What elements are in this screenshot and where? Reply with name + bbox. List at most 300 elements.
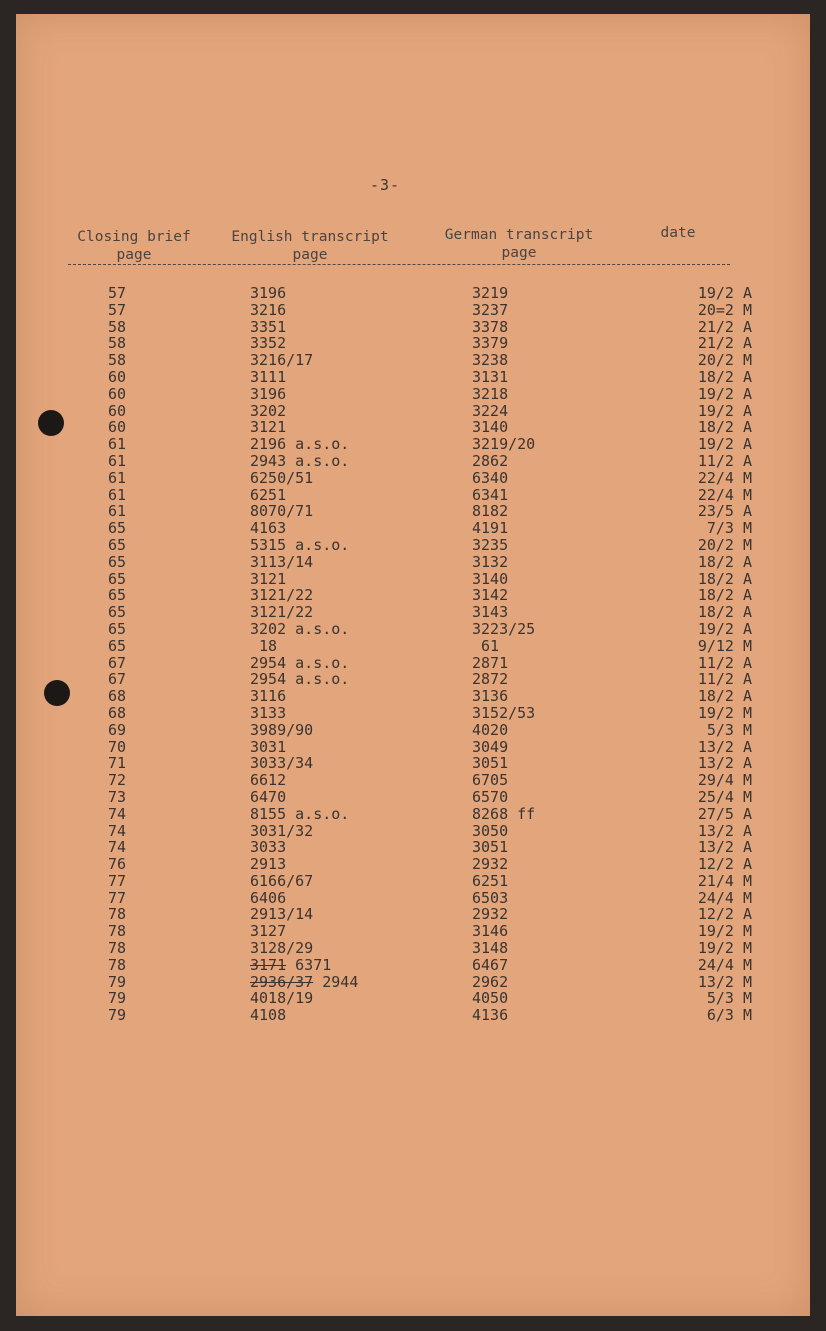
column-gap (130, 688, 250, 705)
date-value: 13/2 A (697, 737, 752, 756)
index-table (0, 285, 752, 1024)
header-english-transcript (214, 228, 406, 264)
cell-english-transcript-page (250, 554, 472, 571)
german-page-value: 3219/20 (472, 435, 536, 454)
closing-brief-page-value: 65 (108, 519, 127, 538)
column-gap (130, 487, 250, 504)
table-row (0, 537, 752, 554)
table-row (0, 671, 752, 688)
column-gap (130, 571, 250, 588)
cell-date (592, 671, 752, 688)
cell-german-transcript-page (472, 302, 592, 319)
cell-english-transcript-page (250, 537, 472, 554)
cell-english-transcript-page (250, 940, 472, 957)
column-gap (130, 755, 250, 772)
cell-date (592, 453, 752, 470)
cell-german-transcript-page (472, 873, 592, 890)
table-row (0, 873, 752, 890)
german-page-value: 3050 (472, 821, 509, 840)
closing-brief-page-value: 69 (108, 720, 127, 739)
german-page-value: 3051 (472, 754, 509, 773)
english-page-value: 3121/22 (250, 586, 314, 605)
date-value: 27/5 A (697, 804, 752, 823)
table-row (0, 890, 752, 907)
table-row (0, 722, 752, 739)
date-value: 19/2 M (697, 939, 752, 958)
closing-brief-page-value: 67 (108, 653, 127, 672)
date-value: 20/2 M (697, 351, 752, 370)
cell-english-transcript-page (250, 957, 472, 974)
date-value: 12/2 A (697, 855, 752, 874)
cell-date (592, 319, 752, 336)
column-gap (130, 722, 250, 739)
cell-german-transcript-page (472, 487, 592, 504)
header-german-line1: German transcript (444, 227, 594, 243)
cell-closing-brief-page (0, 839, 130, 856)
cell-german-transcript-page (472, 705, 592, 722)
english-page-value: 6251 (250, 485, 287, 504)
table-row (0, 587, 752, 604)
german-page-value: 3152/53 (472, 703, 536, 722)
cell-date (592, 554, 752, 571)
date-value: 9/12 M (697, 636, 752, 655)
german-page-value: 3238 (472, 351, 509, 370)
table-row (0, 604, 752, 621)
closing-brief-page-value: 78 (108, 905, 127, 924)
column-gap (130, 671, 250, 688)
english-page-value: 3133 (250, 703, 287, 722)
date-value: 5/3 M (706, 720, 752, 739)
header-english-line2: page (292, 247, 328, 263)
cell-closing-brief-page (0, 520, 130, 537)
german-page-value: 8268 ff (472, 804, 536, 823)
german-page-value: 3379 (472, 334, 509, 353)
date-value: 21/2 A (697, 334, 752, 353)
date-value: 23/5 A (697, 502, 752, 521)
table-row (0, 554, 752, 571)
date-value: 20=2 M (697, 300, 752, 319)
cell-german-transcript-page (472, 789, 592, 806)
cell-english-transcript-page (250, 671, 472, 688)
table-row (0, 772, 752, 789)
german-page-value: 6570 (472, 787, 509, 806)
table-row (0, 806, 752, 823)
column-gap (130, 823, 250, 840)
closing-brief-page-value: 58 (108, 351, 127, 370)
cell-closing-brief-page (0, 923, 130, 940)
cell-german-transcript-page (472, 571, 592, 588)
closing-brief-page-value: 77 (108, 888, 127, 907)
column-gap (130, 806, 250, 823)
table-row (0, 302, 752, 319)
english-page-value: 3031/32 (250, 821, 314, 840)
english-page-value: 3033/34 (250, 754, 314, 773)
cell-german-transcript-page (472, 906, 592, 923)
date-value: 13/2 A (697, 821, 752, 840)
closing-brief-page-value: 77 (108, 871, 127, 890)
cell-german-transcript-page (472, 352, 592, 369)
cell-english-transcript-page (250, 487, 472, 504)
header-german-transcript (428, 226, 610, 262)
date-value: 13/2 A (697, 754, 752, 773)
column-gap (130, 873, 250, 890)
cell-english-transcript-page (250, 755, 472, 772)
cell-date (592, 604, 752, 621)
german-page-value: 3051 (472, 838, 509, 857)
cell-english-transcript-page (250, 923, 472, 940)
column-gap (130, 923, 250, 940)
cell-german-transcript-page (472, 655, 592, 672)
cell-german-transcript-page (472, 957, 592, 974)
cell-english-transcript-page (250, 638, 472, 655)
column-gap (130, 587, 250, 604)
table-row (0, 470, 752, 487)
closing-brief-page-value: 61 (108, 451, 127, 470)
cell-closing-brief-page (0, 739, 130, 756)
cell-date (592, 722, 752, 739)
dashed-rule (68, 264, 730, 265)
cell-closing-brief-page (0, 503, 130, 520)
column-gap (130, 352, 250, 369)
cell-date (592, 503, 752, 520)
closing-brief-page-value: 60 (108, 401, 127, 420)
cell-closing-brief-page (0, 957, 130, 974)
cell-closing-brief-page (0, 369, 130, 386)
cell-german-transcript-page (472, 722, 592, 739)
page-number: -3- (370, 176, 401, 194)
date-value: 21/2 A (697, 317, 752, 336)
german-page-value: 3131 (472, 367, 509, 386)
cell-german-transcript-page (472, 772, 592, 789)
table-row (0, 571, 752, 588)
cell-german-transcript-page (472, 1007, 592, 1024)
table-row (0, 319, 752, 336)
cell-closing-brief-page (0, 823, 130, 840)
english-page-value: 6371 (286, 955, 332, 974)
date-value: 19/2 A (697, 401, 752, 420)
english-page-value: 3202 (250, 401, 287, 420)
cell-date (592, 419, 752, 436)
english-page-value: 6406 (250, 888, 287, 907)
cell-closing-brief-page (0, 688, 130, 705)
column-gap (130, 839, 250, 856)
column-gap (130, 285, 250, 302)
closing-brief-page-value: 65 (108, 569, 127, 588)
cell-english-transcript-page (250, 352, 472, 369)
column-gap (130, 957, 250, 974)
column-gap (130, 503, 250, 520)
date-value: 18/2 A (697, 569, 752, 588)
table-row (0, 285, 752, 302)
cell-closing-brief-page (0, 571, 130, 588)
english-page-value: 3121 (250, 418, 287, 437)
english-page-value: 3216/17 (250, 351, 314, 370)
table-row (0, 1007, 752, 1024)
cell-date (592, 772, 752, 789)
date-value: 18/2 A (697, 586, 752, 605)
date-value: 22/4 M (697, 468, 752, 487)
column-gap (130, 990, 250, 1007)
cell-german-transcript-page (472, 923, 592, 940)
date-value: 6/3 M (706, 1006, 752, 1025)
english-page-value: 3352 (250, 334, 287, 353)
column-gap (130, 655, 250, 672)
cell-english-transcript-page (250, 503, 472, 520)
cell-english-transcript-page (250, 789, 472, 806)
table-row (0, 487, 752, 504)
german-page-value: 3219 (472, 284, 509, 302)
english-page-value: 6166/67 (250, 871, 314, 890)
column-gap (130, 419, 250, 436)
column-gap (130, 386, 250, 403)
closing-brief-page-value: 60 (108, 384, 127, 403)
table-row (0, 520, 752, 537)
cell-german-transcript-page (472, 688, 592, 705)
cell-date (592, 487, 752, 504)
cell-english-transcript-page (250, 705, 472, 722)
english-page-value: 3216 (250, 300, 287, 319)
closing-brief-page-value: 74 (108, 838, 127, 857)
cell-date (592, 823, 752, 840)
cell-english-transcript-page (250, 772, 472, 789)
closing-brief-page-value: 61 (108, 485, 127, 504)
date-value: 11/2 A (697, 670, 752, 689)
table-row (0, 906, 752, 923)
column-gap (130, 739, 250, 756)
table-row (0, 839, 752, 856)
cell-closing-brief-page (0, 655, 130, 672)
cell-closing-brief-page (0, 722, 130, 739)
german-page-value: 6251 (472, 871, 509, 890)
date-value: 11/2 A (697, 451, 752, 470)
closing-brief-page-value: 65 (108, 535, 127, 554)
cell-german-transcript-page (472, 739, 592, 756)
date-value: 12/2 A (697, 905, 752, 924)
cell-german-transcript-page (472, 403, 592, 420)
cell-date (592, 352, 752, 369)
cell-closing-brief-page (0, 487, 130, 504)
cell-closing-brief-page (0, 1007, 130, 1024)
cell-date (592, 621, 752, 638)
cell-closing-brief-page (0, 419, 130, 436)
closing-brief-page-value: 60 (108, 367, 127, 386)
column-gap (130, 537, 250, 554)
cell-english-transcript-page (250, 285, 472, 302)
date-value: 19/2 A (697, 619, 752, 638)
cell-english-transcript-page (250, 520, 472, 537)
column-gap (130, 1007, 250, 1024)
closing-brief-page-value: 73 (108, 787, 127, 806)
index-table-body (0, 285, 752, 1024)
german-page-value: 2962 (472, 972, 509, 991)
cell-date (592, 755, 752, 772)
table-row (0, 638, 752, 655)
german-page-value: 6503 (472, 888, 509, 907)
cell-closing-brief-page (0, 386, 130, 403)
cell-closing-brief-page (0, 436, 130, 453)
cell-german-transcript-page (472, 319, 592, 336)
german-page-value: 6467 (472, 955, 509, 974)
german-page-value: 4050 (472, 989, 509, 1008)
german-page-value: 6705 (472, 771, 509, 790)
cell-date (592, 436, 752, 453)
cell-english-transcript-page (250, 906, 472, 923)
date-value: 19/2 A (697, 284, 752, 302)
date-value: 22/4 M (697, 485, 752, 504)
closing-brief-page-value: 78 (108, 939, 127, 958)
cell-closing-brief-page (0, 285, 130, 302)
date-value: 24/4 M (697, 888, 752, 907)
header-german-line2: page (501, 245, 537, 261)
english-page-value: 2954 a.s.o. (250, 653, 350, 672)
table-row (0, 503, 752, 520)
cell-closing-brief-page (0, 940, 130, 957)
cell-english-transcript-page (250, 1007, 472, 1024)
cell-german-transcript-page (472, 285, 592, 302)
table-row (0, 386, 752, 403)
column-gap (130, 520, 250, 537)
cell-date (592, 923, 752, 940)
date-value: 25/4 M (697, 787, 752, 806)
english-page-value: 3121/22 (250, 603, 314, 622)
cell-date (592, 839, 752, 856)
cell-english-transcript-page (250, 974, 472, 991)
date-value: 20/2 M (697, 535, 752, 554)
closing-brief-page-value: 71 (108, 754, 127, 773)
closing-brief-page-value: 79 (108, 972, 127, 991)
cell-date (592, 285, 752, 302)
cell-german-transcript-page (472, 990, 592, 1007)
table-row (0, 739, 752, 756)
cell-english-transcript-page (250, 990, 472, 1007)
cell-date (592, 470, 752, 487)
column-gap (130, 705, 250, 722)
column-gap (130, 940, 250, 957)
cell-german-transcript-page (472, 369, 592, 386)
column-gap (130, 302, 250, 319)
english-page-value: 4018/19 (250, 989, 314, 1008)
cell-german-transcript-page (472, 503, 592, 520)
cell-closing-brief-page (0, 856, 130, 873)
english-page-value: 3121 (250, 569, 287, 588)
english-page-value: 3989/90 (250, 720, 314, 739)
closing-brief-page-value: 57 (108, 300, 127, 319)
cell-english-transcript-page (250, 823, 472, 840)
german-page-value: 4136 (472, 1006, 509, 1025)
cell-date (592, 688, 752, 705)
cell-english-transcript-page (250, 604, 472, 621)
closing-brief-page-value: 61 (108, 435, 127, 454)
cell-english-transcript-page (250, 688, 472, 705)
column-gap (130, 906, 250, 923)
cell-german-transcript-page (472, 537, 592, 554)
closing-brief-page-value: 65 (108, 636, 127, 655)
table-row (0, 823, 752, 840)
english-page-value: 6470 (250, 787, 287, 806)
english-page-value: 8070/71 (250, 502, 314, 521)
closing-brief-page-value: 70 (108, 737, 127, 756)
cell-date (592, 1007, 752, 1024)
english-page-value: 3128/29 (250, 939, 314, 958)
german-page-value: 61 (472, 636, 500, 655)
closing-brief-page-value: 79 (108, 989, 127, 1008)
english-page-value: 3127 (250, 922, 287, 941)
cell-date (592, 638, 752, 655)
cell-german-transcript-page (472, 638, 592, 655)
cell-german-transcript-page (472, 419, 592, 436)
column-gap (130, 369, 250, 386)
cell-closing-brief-page (0, 621, 130, 638)
cell-date (592, 302, 752, 319)
cell-english-transcript-page (250, 419, 472, 436)
date-value: 19/2 M (697, 922, 752, 941)
table-row (0, 369, 752, 386)
cell-english-transcript-page (250, 403, 472, 420)
german-page-value: 2862 (472, 451, 509, 470)
cell-english-transcript-page (250, 386, 472, 403)
cell-german-transcript-page (472, 839, 592, 856)
table-row (0, 923, 752, 940)
cell-date (592, 789, 752, 806)
cell-english-transcript-page (250, 453, 472, 470)
column-gap (130, 470, 250, 487)
cell-date (592, 739, 752, 756)
german-page-value: 3218 (472, 384, 509, 403)
english-page-value: 6612 (250, 771, 287, 790)
english-page-value: 3113/14 (250, 552, 314, 571)
cell-german-transcript-page (472, 335, 592, 352)
english-page-value: 5315 a.s.o. (250, 535, 350, 554)
cell-date (592, 403, 752, 420)
column-gap (130, 772, 250, 789)
german-page-value: 4191 (472, 519, 509, 538)
header-english-line1: English transcript (231, 229, 389, 245)
cell-german-transcript-page (472, 386, 592, 403)
cell-german-transcript-page (472, 453, 592, 470)
column-gap (130, 604, 250, 621)
cell-date (592, 705, 752, 722)
german-page-value: 4020 (472, 720, 509, 739)
cell-closing-brief-page (0, 789, 130, 806)
cell-english-transcript-page (250, 587, 472, 604)
date-value: 7/3 M (706, 519, 752, 538)
english-page-value: 2943 a.s.o. (250, 451, 350, 470)
closing-brief-page-value: 60 (108, 418, 127, 437)
table-row (0, 419, 752, 436)
cell-date (592, 940, 752, 957)
cell-english-transcript-page (250, 839, 472, 856)
cell-closing-brief-page (0, 705, 130, 722)
cell-german-transcript-page (472, 671, 592, 688)
german-page-value: 2871 (472, 653, 509, 672)
date-value: 19/2 A (697, 384, 752, 403)
date-value: 18/2 A (697, 603, 752, 622)
german-page-value: 3146 (472, 922, 509, 941)
english-page-value: 3116 (250, 687, 287, 706)
cell-english-transcript-page (250, 470, 472, 487)
cell-closing-brief-page (0, 806, 130, 823)
english-page-value: 4108 (250, 1006, 287, 1025)
closing-brief-page-value: 65 (108, 619, 127, 638)
table-row (0, 705, 752, 722)
cell-english-transcript-page (250, 369, 472, 386)
german-page-value: 3132 (472, 552, 509, 571)
cell-date (592, 856, 752, 873)
date-value: 19/2 M (697, 703, 752, 722)
cell-date (592, 571, 752, 588)
cell-closing-brief-page (0, 319, 130, 336)
english-page-value: 3202 a.s.o. (250, 619, 350, 638)
